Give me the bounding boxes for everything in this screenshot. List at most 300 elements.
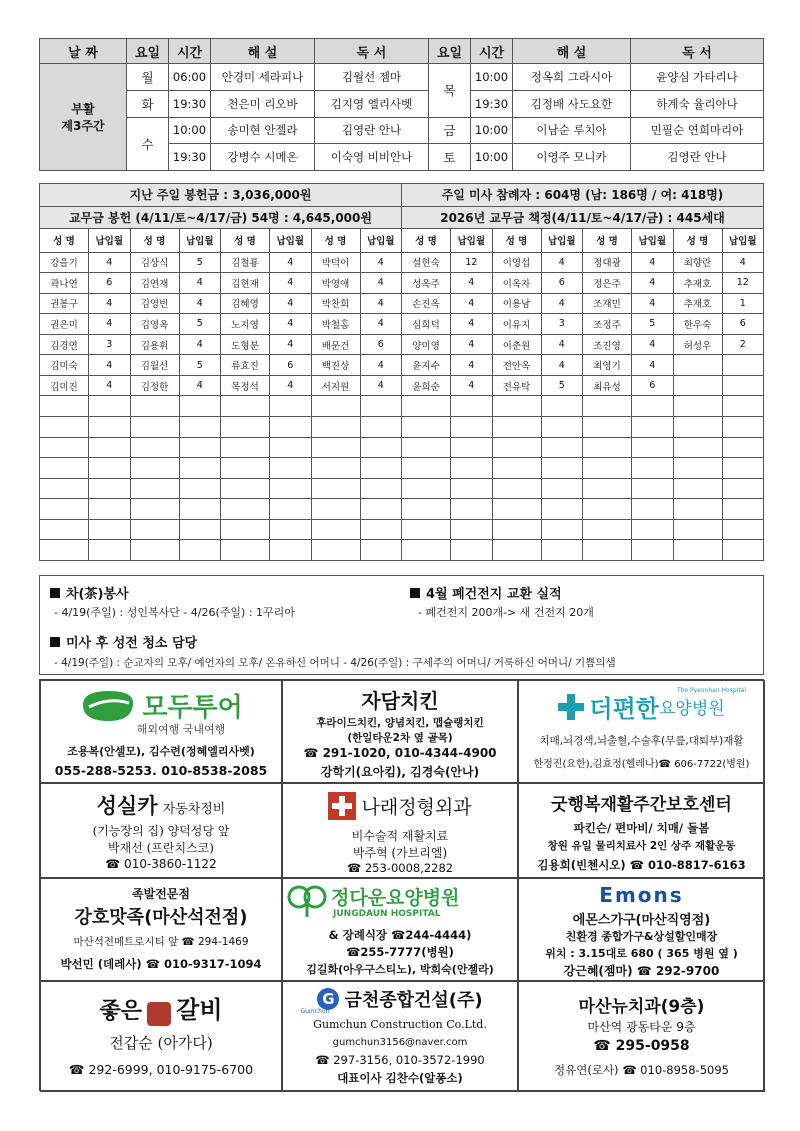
member-name: 곽나연 — [40, 273, 89, 294]
empty-cell — [632, 540, 674, 561]
dental-phone: ☎ 295-0958 — [593, 1038, 690, 1054]
empty-cell — [673, 499, 722, 520]
ad-modetour — [40, 680, 282, 783]
member-name — [673, 375, 722, 396]
paid-month: 4 — [451, 334, 493, 355]
paid-month: 4 — [632, 293, 674, 314]
jeongdaun-phone: ☎255-7777(병원) — [346, 945, 454, 959]
jeongdaun-logo — [287, 883, 515, 923]
galbi-owner: 전갑순 (아가다) — [109, 1034, 213, 1052]
member-name: 김정한 — [130, 375, 179, 396]
member-name: 김미숙 — [40, 355, 89, 376]
empty-cell — [492, 416, 541, 437]
member-name: 전안옥 — [492, 355, 541, 376]
member-name: 박덕이 — [311, 252, 360, 273]
member-name: 조재민 — [583, 293, 632, 314]
paid-month — [722, 355, 764, 376]
finance-table — [39, 183, 764, 561]
empty-cell — [221, 437, 270, 458]
empty-row — [40, 458, 764, 479]
jeongdaun-funeral: & 장례식장 ☎244-4444) — [328, 928, 472, 942]
paid-month: 4 — [451, 293, 493, 314]
member-name: 목정석 — [221, 375, 270, 396]
empty-cell — [179, 458, 221, 479]
empty-row — [40, 499, 764, 520]
notice-box — [39, 575, 764, 675]
dental-title: 마산뉴치과(9층) — [578, 997, 705, 1017]
galbi-logo-1: 좋은 — [99, 998, 142, 1024]
member-name: 권봉구 — [40, 293, 89, 314]
col-name: 성 명 — [221, 229, 270, 253]
reading: 하계숙 율리아나 — [631, 90, 764, 117]
member-name: 정은주 — [583, 273, 632, 294]
paid-month: 1 — [722, 293, 764, 314]
member-name: 김영빈 — [130, 293, 179, 314]
empty-cell — [179, 396, 221, 417]
member-name: 손진옥 — [402, 293, 451, 314]
square-bullet-icon — [50, 637, 60, 647]
member-name: 도형분 — [221, 334, 270, 355]
empty-cell — [221, 396, 270, 417]
empty-row — [40, 437, 764, 458]
paid-month: 4 — [89, 314, 131, 335]
empty-cell — [89, 396, 131, 417]
empty-cell — [722, 437, 764, 458]
narae-doctor: 박주혁 (가브리엘) — [352, 846, 448, 860]
member-name: 성옥주 — [402, 273, 451, 294]
goodhappy-services: 파킨슨/ 편마비/ 치매/ 돌봄 — [573, 821, 710, 835]
goodhappy-title: 굿행복재활주간보호센터 — [551, 795, 732, 815]
ad-jadam-chicken — [282, 680, 518, 783]
ad-narae — [282, 783, 518, 878]
weekday: 목 — [429, 64, 471, 118]
paid-month: 4 — [360, 355, 402, 376]
battery-text: - 폐건전지 200개-> 새 건전지 20개 — [418, 606, 594, 619]
empty-row — [40, 478, 764, 499]
deopyeonhan-tag: The Pyeonhan Hospital — [676, 687, 747, 694]
empty-cell — [179, 519, 221, 540]
paid-month: 5 — [179, 355, 221, 376]
battery-title-wrap — [410, 583, 562, 602]
empty-cell — [451, 396, 493, 417]
empty-cell — [541, 396, 583, 417]
paid-month: 3 — [541, 314, 583, 335]
member-name: 이영섭 — [492, 252, 541, 273]
goodhappy-desc: 창원 유일 물리치료사 2인 상주 재활운동 — [547, 840, 736, 852]
empty-cell — [179, 499, 221, 520]
narae-title: 나래정형외과 — [361, 796, 472, 819]
paid-month: 6 — [632, 375, 674, 396]
empty-cell — [130, 499, 179, 520]
gumchun-sub: Gumchun Construction Co.Ltd. — [313, 1018, 487, 1031]
empty-cell — [722, 458, 764, 479]
empty-cell — [270, 478, 312, 499]
reading: 윤양심 가타리나 — [631, 64, 764, 91]
paid-month: 5 — [541, 375, 583, 396]
gumchun-email: gumchun3156@naver.com — [332, 1037, 468, 1048]
col-month: 납입월 — [541, 229, 583, 253]
member-name: 배문건 — [311, 334, 360, 355]
empty-cell — [722, 540, 764, 561]
empty-cell — [541, 437, 583, 458]
modetour-people: 조용복(안셀모), 김수련(정혜엘리사벳) — [67, 745, 255, 758]
empty-cell — [40, 499, 89, 520]
reading: 김영란 안나 — [315, 117, 429, 144]
paid-month: 4 — [89, 375, 131, 396]
paid-month: 4 — [541, 293, 583, 314]
narae-title-wrap — [283, 792, 517, 820]
deopyeonhan-services: 치매,뇌경색,뇌출혈,수술후(무릎,대퇴부)재활 — [539, 735, 744, 747]
member-name: 김미진 — [40, 375, 89, 396]
col-weekday: 요일 — [127, 39, 169, 64]
cleaning-title: 미사 후 성전 청소 담당 — [66, 636, 198, 651]
empty-cell — [492, 499, 541, 520]
time: 19:30 — [169, 90, 211, 117]
table-row — [40, 355, 764, 376]
paid-month: 4 — [179, 293, 221, 314]
member-name: 이옥자 — [492, 273, 541, 294]
paid-month: 12 — [722, 273, 764, 294]
empty-cell — [270, 396, 312, 417]
time: 19:30 — [471, 90, 513, 117]
reading: 김지영 엘리사벳 — [315, 90, 429, 117]
paid-month: 4 — [632, 355, 674, 376]
gangho-contact: 박선민 (데레사) ☎ 010-9317-1094 — [60, 957, 262, 971]
empty-cell — [221, 478, 270, 499]
empty-cell — [451, 458, 493, 479]
member-name: 심희덕 — [402, 314, 451, 335]
empty-cell — [130, 478, 179, 499]
table-row — [40, 252, 764, 273]
deopyeonhan-title2: 요양병원 — [658, 699, 725, 719]
empty-cell — [270, 458, 312, 479]
empty-cell — [130, 416, 179, 437]
paid-month: 4 — [360, 293, 402, 314]
member-name: 강을기 — [40, 252, 89, 273]
member-name: 최향란 — [673, 252, 722, 273]
member-name: 김연재 — [130, 273, 179, 294]
empty-cell — [311, 437, 360, 458]
square-bullet-icon — [410, 588, 420, 598]
empty-cell — [632, 437, 674, 458]
member-name: 백진상 — [311, 355, 360, 376]
paid-month: 4 — [270, 293, 312, 314]
empty-cell — [360, 519, 402, 540]
empty-cell — [89, 519, 131, 540]
empty-cell — [632, 396, 674, 417]
empty-cell — [583, 540, 632, 561]
emons-logo: Emons — [599, 883, 684, 907]
clean-title-wrap — [50, 632, 197, 651]
paid-month: 4 — [451, 273, 493, 294]
tea-title-wrap — [50, 583, 129, 602]
member-name: 김영옥 — [130, 314, 179, 335]
paid-month: 3 — [89, 334, 131, 355]
empty-cell — [402, 540, 451, 561]
attendance-summary: 주일 미사 참례자 : 604명 (남: 186명 / 여: 418명) — [402, 184, 764, 207]
empty-cell — [270, 519, 312, 540]
weekday: 토 — [429, 144, 471, 171]
ad-galbi — [40, 981, 282, 1092]
modetour-sub: 해외여행 국내여행 — [136, 723, 226, 736]
empty-cell — [270, 416, 312, 437]
paid-month: 5 — [179, 252, 221, 273]
empty-cell — [130, 437, 179, 458]
weekday: 금 — [429, 117, 471, 144]
table-row — [40, 273, 764, 294]
empty-cell — [360, 458, 402, 479]
paid-month — [722, 375, 764, 396]
empty-cell — [632, 519, 674, 540]
empty-cell — [89, 458, 131, 479]
empty-cell — [360, 540, 402, 561]
table-row — [40, 375, 764, 396]
ad-gumchun — [282, 981, 518, 1092]
empty-cell — [632, 499, 674, 520]
paid-month: 4 — [360, 273, 402, 294]
commentary: 강병수 시메온 — [211, 144, 315, 171]
paid-month: 4 — [270, 314, 312, 335]
empty-cell — [402, 416, 451, 437]
empty-cell — [722, 416, 764, 437]
empty-cell — [130, 519, 179, 540]
member-name: 양미영 — [402, 334, 451, 355]
paid-month: 12 — [451, 252, 493, 273]
commentary: 안경미 세라피나 — [211, 64, 315, 91]
empty-cell — [179, 416, 221, 437]
paid-month: 4 — [360, 314, 402, 335]
table-row — [40, 334, 764, 355]
member-name: 추재호 — [673, 273, 722, 294]
empty-cell — [722, 396, 764, 417]
emons-title: 에몬스가구(마산직영점) — [572, 913, 711, 928]
member-name — [673, 355, 722, 376]
seongsilka-sub: 자동차정비 — [162, 802, 226, 817]
paid-month: 4 — [360, 252, 402, 273]
registered-summary: 2026년 교무금 책정(4/11/토~4/17/금) : 445세대 — [402, 206, 764, 229]
member-name: 서지원 — [311, 375, 360, 396]
col-month: 납입월 — [632, 229, 674, 253]
gangho-sub: 족발전문점 — [132, 887, 190, 901]
empty-cell — [130, 540, 179, 561]
paid-month: 4 — [541, 334, 583, 355]
member-name: 김용휘 — [130, 334, 179, 355]
paid-month: 4 — [632, 273, 674, 294]
empty-cell — [673, 540, 722, 561]
empty-cell — [179, 437, 221, 458]
jeongdaun-title: 정다운요양병원 — [331, 887, 460, 909]
paid-month: 6 — [541, 273, 583, 294]
empty-cell — [583, 416, 632, 437]
galbi-phone: ☎ 292-6999, 010-9175-6700 — [68, 1062, 254, 1077]
col-month: 납입월 — [270, 229, 312, 253]
square-bullet-icon — [50, 588, 60, 598]
empty-cell — [89, 437, 131, 458]
member-name: 정대광 — [583, 252, 632, 273]
galbi-logo-2: 갈비 — [176, 995, 223, 1024]
empty-cell — [451, 437, 493, 458]
col-name: 성 명 — [130, 229, 179, 253]
empty-cell — [221, 416, 270, 437]
clinic-logo-icon — [328, 792, 356, 820]
empty-cell — [311, 396, 360, 417]
paid-month: 4 — [270, 252, 312, 273]
tea-service-title: 차(茶)봉사 — [66, 587, 129, 602]
col-month: 납입월 — [89, 229, 131, 253]
empty-row — [40, 519, 764, 540]
empty-cell — [40, 396, 89, 417]
member-name: 조정주 — [583, 314, 632, 335]
empty-cell — [402, 478, 451, 499]
time: 10:00 — [471, 144, 513, 171]
col-month: 납입월 — [179, 229, 221, 253]
jadam-phone: ☎ 291-1020, 010-4344-4900 — [303, 746, 497, 760]
jadam-people: 강학기(요아킴), 김경숙(안나) — [320, 765, 480, 779]
schedule-table — [39, 38, 764, 171]
tree-logo-icon — [287, 885, 327, 919]
paid-month: 4 — [179, 375, 221, 396]
empty-cell — [632, 478, 674, 499]
table-row — [40, 293, 764, 314]
jeongdaun-sub: JUNGDAUN HOSPITAL — [333, 909, 441, 919]
member-name: 한우숙 — [673, 314, 722, 335]
empty-row — [40, 396, 764, 417]
column-header-row — [40, 229, 764, 253]
member-name: 최영기 — [583, 355, 632, 376]
empty-cell — [221, 499, 270, 520]
deopyeonhan-contact: 한정진(요한),김효정(헬레나)☎ 606-7722(병원) — [533, 759, 750, 770]
paid-month: 4 — [179, 334, 221, 355]
col-month: 납입월 — [451, 229, 493, 253]
member-name: 전유탁 — [492, 375, 541, 396]
empty-cell — [270, 437, 312, 458]
empty-cell — [722, 478, 764, 499]
empty-cell — [402, 519, 451, 540]
paid-month: 4 — [632, 334, 674, 355]
reading: 이숙영 비비안나 — [315, 144, 429, 171]
paid-month: 4 — [270, 273, 312, 294]
member-name: 박찬희 — [311, 293, 360, 314]
empty-cell — [311, 540, 360, 561]
col-date: 날 짜 — [40, 39, 127, 64]
empty-cell — [541, 499, 583, 520]
chef-logo-icon — [147, 1002, 171, 1026]
empty-cell — [673, 416, 722, 437]
empty-cell — [451, 416, 493, 437]
empty-cell — [541, 540, 583, 561]
gumchun-logo-text: Gumchun — [300, 1008, 330, 1015]
empty-cell — [492, 478, 541, 499]
col-commentary: 해 설 — [211, 39, 315, 64]
ad-masan-new-dental — [518, 981, 765, 1092]
empty-cell — [632, 458, 674, 479]
empty-cell — [40, 437, 89, 458]
paid-month: 4 — [179, 273, 221, 294]
paid-month: 5 — [179, 314, 221, 335]
narae-phone: ☎ 253-0008,2282 — [346, 861, 454, 875]
gumchun-title: 금천종합건설(주) — [344, 990, 483, 1011]
empty-cell — [89, 478, 131, 499]
member-name: 최유성 — [583, 375, 632, 396]
time: 10:00 — [471, 117, 513, 144]
modetour-phone: 055-288-5253. 010-8538-2085 — [54, 763, 268, 778]
paid-month: 4 — [360, 375, 402, 396]
empty-cell — [311, 519, 360, 540]
commentary: 이남순 루치아 — [513, 117, 631, 144]
jeongdaun-people: 김길화(아우구스티노), 박희숙(안젤라) — [306, 963, 494, 976]
ad-gangho — [40, 878, 282, 981]
empty-cell — [402, 396, 451, 417]
goodhappy-contact: 김용희(빈첸시오) ☎ 010-8817-6163 — [537, 858, 746, 872]
paid-month: 6 — [270, 355, 312, 376]
dental-contact: 정유연(로사) ☎ 010-8958-5095 — [554, 1063, 729, 1077]
paid-month: 4 — [722, 252, 764, 273]
empty-cell — [40, 519, 89, 540]
paid-month: 4 — [451, 314, 493, 335]
commentary: 이영주 모니카 — [513, 144, 631, 171]
seongsilka-location: (기능장의 집) 양덕성당 앞 — [92, 824, 230, 838]
time: 06:00 — [169, 64, 211, 91]
gangho-title: 강호맛족(마산석전점) — [74, 907, 248, 928]
battery-title: 4월 폐건전지 교환 실적 — [426, 587, 562, 602]
empty-cell — [451, 478, 493, 499]
member-name: 김경연 — [40, 334, 89, 355]
empty-row — [40, 540, 764, 561]
empty-cell — [179, 478, 221, 499]
paid-month: 2 — [722, 334, 764, 355]
empty-cell — [40, 540, 89, 561]
gumchun-ceo: 대표이사 김찬수(알퐁소) — [337, 1071, 463, 1085]
empty-cell — [40, 416, 89, 437]
empty-cell — [221, 458, 270, 479]
member-name: 추재호 — [673, 293, 722, 314]
seongsilka-title: 성실카 — [96, 793, 158, 818]
seongsilka-title-wrap — [41, 790, 281, 820]
paid-month: 4 — [541, 355, 583, 376]
paid-month: 5 — [632, 314, 674, 335]
ads-grid — [39, 679, 764, 1091]
week-label: 부활 제3주간 — [40, 64, 127, 171]
offering-summary: 지난 주일 봉헌금 : 3,036,000원 — [40, 184, 402, 207]
paid-month: 4 — [89, 252, 131, 273]
col-name: 성 명 — [583, 229, 632, 253]
empty-cell — [492, 437, 541, 458]
commentary: 김정배 사도요한 — [513, 90, 631, 117]
empty-cell — [130, 458, 179, 479]
paid-month: 6 — [360, 334, 402, 355]
member-name: 이용남 — [492, 293, 541, 314]
empty-cell — [492, 458, 541, 479]
galbi-logo — [41, 990, 281, 1026]
empty-cell — [360, 416, 402, 437]
empty-cell — [311, 458, 360, 479]
leaf-logo-icon — [79, 689, 137, 723]
gumchun-phone: ☎ 297-3156, 010-3572-1990 — [315, 1053, 485, 1067]
ad-seongsilka — [40, 783, 282, 878]
member-name: 박영애 — [311, 273, 360, 294]
reading: 민필순 연희마리아 — [631, 117, 764, 144]
empty-cell — [583, 478, 632, 499]
col-name: 성 명 — [492, 229, 541, 253]
time: 10:00 — [169, 117, 211, 144]
member-name: 윤희순 — [402, 375, 451, 396]
empty-cell — [402, 437, 451, 458]
col-time-2: 시간 — [471, 39, 513, 64]
paid-month: 4 — [89, 355, 131, 376]
empty-cell — [40, 478, 89, 499]
member-name: 윤지수 — [402, 355, 451, 376]
empty-cell — [179, 540, 221, 561]
